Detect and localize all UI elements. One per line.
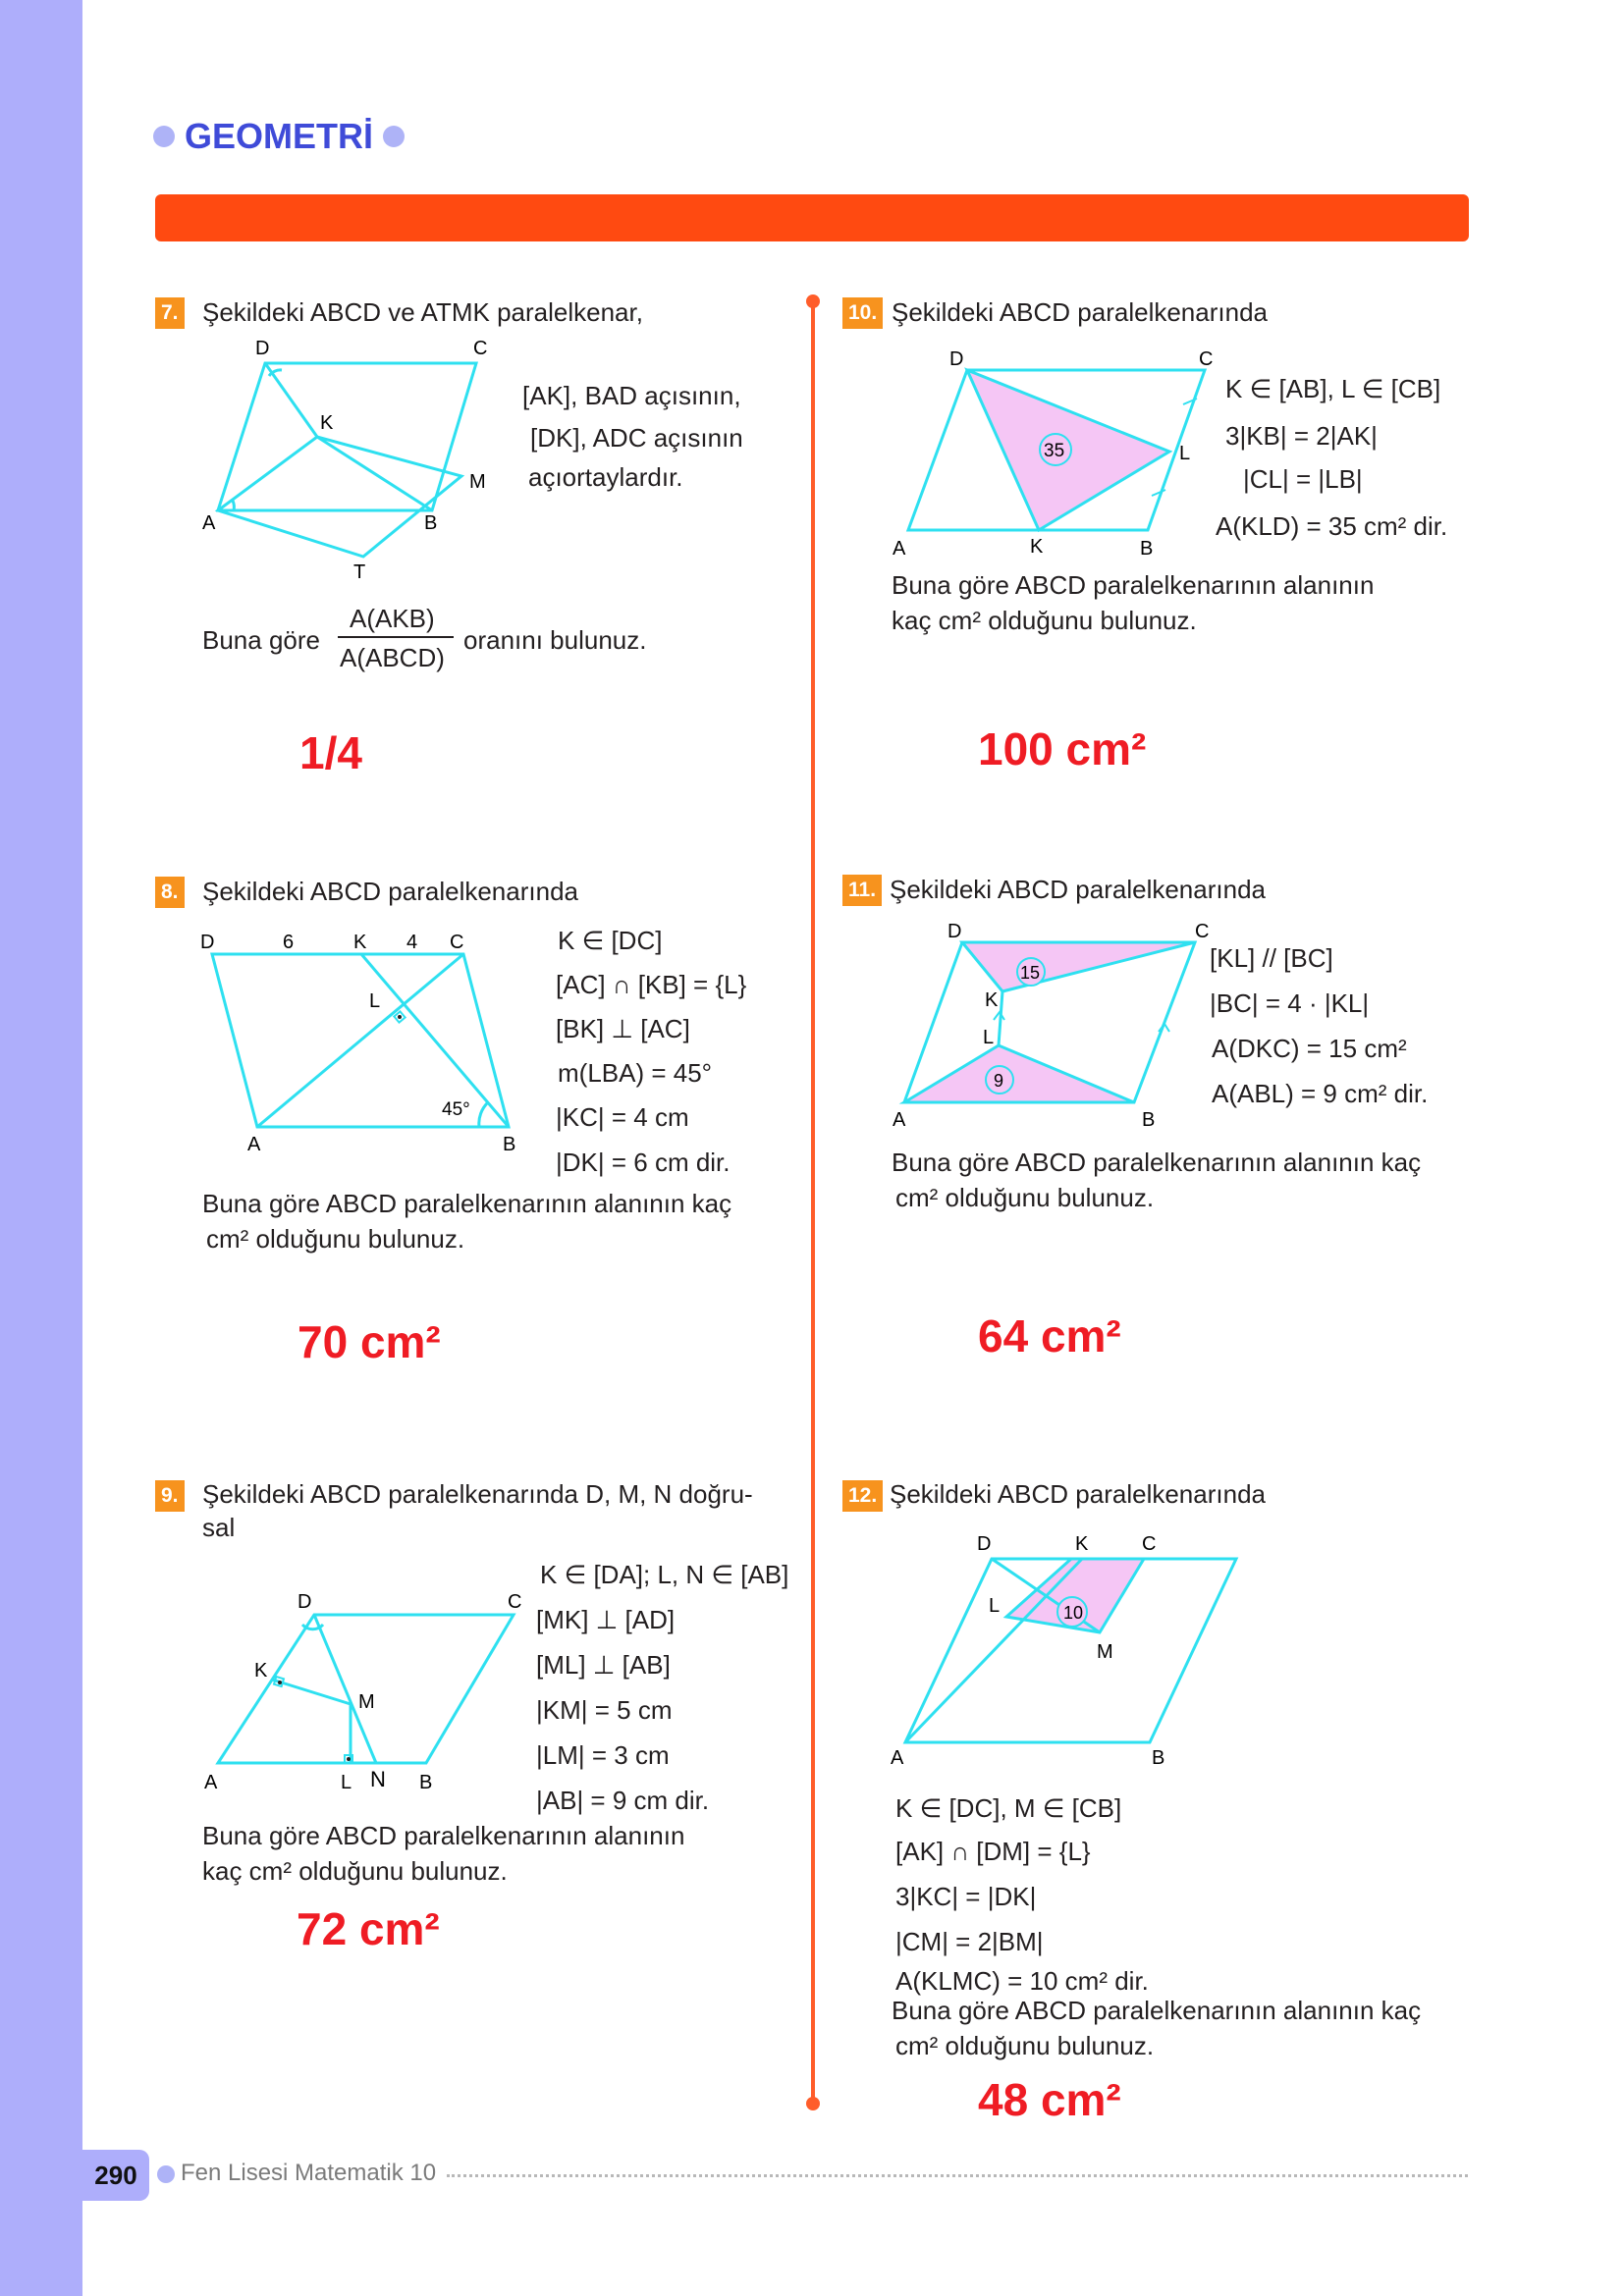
q10-figure — [889, 344, 1213, 569]
question-number-8: 8. — [155, 877, 185, 908]
q7-figure — [196, 339, 520, 594]
q12-label-L: L — [989, 1595, 1001, 1617]
q7-tail: oranını bulunuz. — [463, 625, 647, 655]
q12-cond-4: |CM| = 2|BM| — [895, 1927, 1044, 1956]
q12-area: 10 — [1063, 1603, 1084, 1623]
q7-label-K: K — [320, 412, 334, 434]
question-number-9: 9. — [155, 1480, 185, 1512]
q12-label-A: A — [891, 1747, 904, 1769]
q8-figure — [196, 923, 540, 1155]
q11-area-1: 15 — [1020, 963, 1041, 983]
q7-cond-2: [DK], ADC açısının — [530, 423, 743, 453]
q8-label-L: L — [369, 990, 381, 1012]
q12-label-D: D — [977, 1533, 992, 1555]
q10-cond-3: |CL| = |LB| — [1243, 464, 1363, 494]
q12-label-K: K — [1075, 1533, 1089, 1555]
q8-label-D: D — [200, 932, 215, 953]
q7-cond-3: açıortaylardır. — [528, 462, 683, 492]
header-bar — [155, 194, 1469, 241]
q9-label-A: A — [204, 1772, 218, 1793]
q11-answer: 64 cm² — [978, 1310, 1121, 1362]
question-number-10: 10. — [842, 297, 883, 329]
q11-area-2: 9 — [994, 1071, 1004, 1091]
q10-area: 35 — [1044, 441, 1065, 461]
q9-label-M: M — [358, 1691, 375, 1713]
book-title: Fen Lisesi Matematik 10 — [181, 2160, 437, 2186]
q10-label-K: K — [1030, 536, 1044, 558]
q9-cond-4: |KM| = 5 cm — [536, 1695, 673, 1725]
q8-label-6: 6 — [283, 932, 295, 953]
q12-figure — [889, 1526, 1213, 1769]
q10-stem: Şekildeki ABCD paralelkenarında — [892, 297, 1268, 327]
question-number-7: 7. — [155, 297, 185, 329]
q9-answer: 72 cm² — [297, 1903, 440, 1954]
q11-label-D: D — [947, 921, 962, 942]
q8-question-2: cm² olduğunu bulunuz. — [206, 1224, 465, 1254]
q8-angle: 45° — [442, 1099, 470, 1120]
q9-label-L: L — [341, 1772, 352, 1793]
q10-cond-4: A(KLD) = 35 cm² dir. — [1216, 511, 1448, 541]
q10-label-C: C — [1199, 348, 1214, 370]
q8-label-K: K — [353, 932, 367, 953]
q8-label-B: B — [503, 1134, 516, 1155]
q12-cond-3: 3|KC| = |DK| — [895, 1882, 1037, 1911]
q9-label-B: B — [419, 1772, 433, 1793]
q7-denominator: A(ABCD) — [340, 643, 445, 672]
page-number: 290 — [82, 2150, 149, 2201]
divider-dot-top — [806, 294, 820, 308]
header-dot-right — [383, 126, 405, 147]
q9-label-C: C — [508, 1591, 522, 1613]
q11-label-L: L — [983, 1027, 995, 1048]
q9-cond-3: [ML] ⊥ [AB] — [536, 1650, 671, 1680]
q11-question-2: cm² olduğunu bulunuz. — [895, 1183, 1155, 1212]
q12-question-2: cm² olduğunu bulunuz. — [895, 2031, 1155, 2060]
q7-label-C: C — [473, 338, 488, 359]
q11-label-B: B — [1142, 1109, 1156, 1131]
q8-cond-6: |DK| = 6 cm dir. — [556, 1148, 731, 1177]
q12-question-1: Buna göre ABCD paralelkenarının alanının kaç — [892, 1996, 1422, 2025]
q12-cond-1: K ∈ [DC], M ∈ [CB] — [895, 1793, 1122, 1823]
q9-figure — [201, 1580, 535, 1796]
header-dot-left — [153, 126, 175, 147]
q7-label-A: A — [202, 512, 216, 534]
q12-stem: Şekildeki ABCD paralelkenarında — [890, 1479, 1266, 1509]
q8-cond-1: K ∈ [DC] — [558, 926, 663, 955]
q8-cond-5: |KC| = 4 cm — [556, 1102, 689, 1132]
q9-label-K: K — [254, 1660, 268, 1682]
q12-label-C: C — [1142, 1533, 1157, 1555]
q11-cond-3: A(DKC) = 15 cm² — [1212, 1034, 1407, 1063]
q8-question-1: Buna göre ABCD paralelkenarının alanının kaç — [202, 1189, 732, 1218]
q7-label-D: D — [255, 338, 270, 359]
q10-label-D: D — [949, 348, 964, 370]
q11-figure — [889, 918, 1213, 1134]
q12-cond-5: A(KLMC) = 10 cm² dir. — [895, 1966, 1149, 1996]
page-header — [153, 116, 405, 157]
q11-label-K: K — [985, 989, 999, 1011]
q7-answer: 1/4 — [299, 727, 362, 778]
q7-numerator: A(AKB) — [350, 604, 435, 633]
q8-label-4: 4 — [406, 932, 418, 953]
q10-question-2: kaç cm² olduğunu bulunuz. — [892, 606, 1197, 635]
footer-dotted-rule — [447, 2174, 1468, 2177]
q7-fraction-bar — [338, 636, 454, 638]
q10-cond-1: K ∈ [AB], L ∈ [CB] — [1225, 374, 1441, 403]
q8-cond-4: m(LBA) = 45° — [558, 1058, 713, 1088]
question-number-12: 12. — [842, 1480, 883, 1512]
q10-question-1: Buna göre ABCD paralelkenarının alanının — [892, 570, 1375, 600]
q12-cond-2: [AK] ∩ [DM] = {L} — [895, 1837, 1091, 1866]
q11-cond-2: |BC| = 4 · |KL| — [1210, 988, 1370, 1018]
q9-label-N: N — [370, 1767, 386, 1791]
footer-dot — [157, 2165, 175, 2183]
q7-stem: Şekildeki ABCD ve ATMK paralelkenar, — [202, 297, 643, 327]
q11-cond-1: [KL] // [BC] — [1210, 943, 1333, 973]
q10-cond-2: 3|KB| = 2|AK| — [1225, 421, 1378, 451]
q7-label-T: T — [353, 561, 366, 583]
q10-label-L: L — [1179, 443, 1191, 464]
q9-question-2: kaç cm² olduğunu bulunuz. — [202, 1856, 508, 1886]
q12-label-M: M — [1097, 1641, 1113, 1663]
q8-label-C: C — [450, 932, 464, 953]
column-divider — [811, 299, 815, 2104]
left-sidebar — [0, 0, 82, 2296]
q11-cond-4: A(ABL) = 9 cm² dir. — [1212, 1079, 1429, 1108]
q9-cond-6: |AB| = 9 cm dir. — [536, 1786, 710, 1815]
q7-cond-1: [AK], BAD açısının, — [522, 381, 741, 410]
q11-label-C: C — [1195, 921, 1210, 942]
q8-cond-2: [AC] ∩ [KB] = {L} — [556, 970, 747, 999]
q9-stem-1: Şekildeki ABCD paralelkenarında D, M, N doğru- — [202, 1479, 753, 1509]
q8-answer: 70 cm² — [298, 1316, 441, 1367]
q9-stem-2: sal — [202, 1513, 236, 1542]
q8-cond-3: [BK] ⊥ [AC] — [556, 1014, 690, 1043]
q7-label-B: B — [424, 512, 438, 534]
page-title: GEOMETRİ — [185, 116, 374, 156]
q11-question-1: Buna göre ABCD paralelkenarının alanının kaç — [892, 1148, 1422, 1177]
q12-answer: 48 cm² — [978, 2074, 1121, 2125]
q9-cond-1: K ∈ [DA]; L, N ∈ [AB] — [540, 1560, 789, 1589]
q9-cond-2: [MK] ⊥ [AD] — [536, 1605, 676, 1634]
q10-answer: 100 cm² — [978, 723, 1147, 774]
q7-lead: Buna göre — [202, 625, 320, 655]
q12-label-B: B — [1152, 1747, 1165, 1769]
q9-cond-5: |LM| = 3 cm — [536, 1740, 670, 1770]
divider-dot-bottom — [806, 2097, 820, 2110]
q10-label-B: B — [1140, 538, 1154, 560]
q11-stem: Şekildeki ABCD paralelkenarında — [890, 875, 1266, 904]
q7-label-M: M — [469, 471, 486, 493]
q11-label-A: A — [893, 1109, 906, 1131]
q8-stem: Şekildeki ABCD paralelkenarında — [202, 877, 578, 906]
q10-label-A: A — [893, 538, 906, 560]
q9-question-1: Buna göre ABCD paralelkenarının alanının — [202, 1821, 685, 1850]
question-number-11: 11. — [842, 875, 882, 906]
q9-label-D: D — [298, 1591, 312, 1613]
q8-label-A: A — [247, 1134, 261, 1155]
